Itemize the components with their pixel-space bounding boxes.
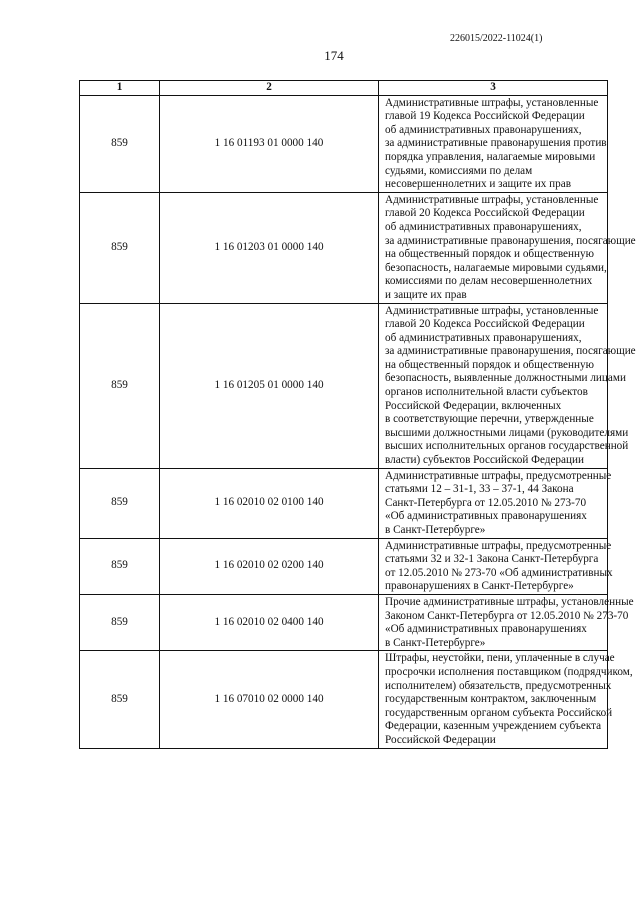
income-code-cell: 1 16 02010 02 0100 140 (160, 468, 379, 538)
description-cell (379, 538, 613, 594)
description-line: государственным контрактом, заключенным (385, 693, 597, 706)
description-line: Санкт-Петербурга от 12.05.2010 № 273-70 (385, 496, 587, 509)
table-body (80, 95, 636, 748)
description-cell (379, 95, 608, 192)
document-id: 226015/2022-11024(1) (450, 33, 543, 44)
description-line: Административные штрафы, установленные (385, 96, 599, 109)
description-line: об административных правонарушениях, (385, 331, 582, 344)
description-line: главой 19 Кодекса Российской Федерации (385, 110, 585, 123)
description-line: высших исполнительных органов государственной (385, 440, 629, 453)
description-line: исполнителем) обязательств, предусмотренных (385, 679, 612, 692)
description-line: в Санкт-Петербурге» (385, 524, 486, 536)
description-line: Административные штрафы, установленные (385, 304, 599, 317)
description-line: государственным органом субъекта Российской (385, 706, 613, 719)
description-line: «Об административных правонарушениях (385, 510, 587, 523)
table-row (80, 538, 608, 594)
header-row (80, 81, 608, 96)
description-line: органов исполнительной власти субъектов (385, 386, 588, 399)
description-line: за административные правонарушения, посягающие (385, 345, 636, 358)
income-code-cell: 1 16 01193 01 0000 140 (160, 95, 379, 192)
description-line: статьями 32 и 32-1 Закона Санкт-Петербурга (385, 553, 599, 566)
description-line: Федерации, казенным учреждением субъекта (385, 720, 602, 733)
description-line: безопасность, выявленные должностными лицами (385, 372, 626, 385)
description-line: за административные правонарушения, посягающие (385, 234, 636, 247)
admin-code-cell: 859 (80, 95, 160, 192)
description-line: власти) субъектов Российской Федерации (385, 454, 584, 467)
table-row (80, 651, 608, 748)
description-line: Российской Федерации (385, 733, 496, 746)
column-header-3: 3 (379, 81, 608, 96)
description-line: на общественный порядок и общественную (385, 248, 594, 261)
description-line: судьями, комиссиями по делам (385, 164, 533, 177)
admin-code-cell: 859 (80, 594, 160, 650)
description-line: «Об административных правонарушениях (385, 623, 587, 636)
description-line: Законом Санкт-Петербурга от 12.05.2010 № 273-70 (385, 609, 629, 622)
description-line: от 12.05.2010 № 273-70 «Об административных (385, 566, 613, 579)
description-line: и защите их прав (385, 288, 467, 301)
description-line: об административных правонарушениях, (385, 123, 582, 136)
description-cell (379, 303, 636, 468)
description-line: Прочие административные штрафы, установленные (385, 595, 634, 608)
admin-code-cell: 859 (80, 192, 160, 303)
description-line: главой 20 Кодекса Российской Федерации (385, 318, 585, 331)
income-code-cell: 1 16 02010 02 0400 140 (160, 594, 379, 650)
description-cell (379, 651, 633, 748)
description-line: Штрафы, неустойки, пени, уплаченные в случае (385, 652, 615, 665)
table-row (80, 594, 608, 650)
column-header-1: 1 (80, 81, 160, 96)
table-header (80, 81, 608, 96)
admin-code-cell: 859 (80, 468, 160, 538)
income-code-cell: 1 16 07010 02 0000 140 (160, 651, 379, 748)
income-code-cell: 1 16 02010 02 0200 140 (160, 538, 379, 594)
column-header-2: 2 (160, 81, 379, 96)
income-code-cell: 1 16 01205 01 0000 140 (160, 303, 379, 468)
description-line: главой 20 Кодекса Российской Федерации (385, 207, 585, 220)
table-row (80, 303, 608, 468)
description-line: Административные штрафы, установленные (385, 193, 599, 206)
admin-code-cell: 859 (80, 651, 160, 748)
description-line: в соответствующие перечни, утвержденные (385, 413, 594, 426)
table-row (80, 95, 608, 192)
table-row (80, 192, 608, 303)
income-code-cell: 1 16 01203 01 0000 140 (160, 192, 379, 303)
description-cell (379, 468, 612, 538)
description-line: Административные штрафы, предусмотренные (385, 539, 612, 552)
description-line: несовершеннолетних и защите их прав (385, 178, 571, 191)
table-row (80, 468, 608, 538)
description-line: высшими должностными лицами (руководителями (385, 426, 629, 439)
budget-codes-table (79, 80, 636, 749)
description-line: Административные штрафы, предусмотренные (385, 469, 612, 482)
description-line: в Санкт-Петербурге» (385, 636, 486, 649)
description-line: комиссиями по делам несовершеннолетних (385, 275, 593, 288)
description-line: статьями 12 – 31-1, 33 – 37-1, 44 Закона (385, 483, 574, 496)
description-line: об административных правонарушениях, (385, 220, 582, 233)
admin-code-cell: 859 (80, 538, 160, 594)
description-line: просрочки исполнения поставщиком (подрядчиком, (385, 665, 633, 678)
admin-code-cell: 859 (80, 303, 160, 468)
description-cell (379, 594, 634, 650)
description-line: порядка управления, налагаемые мировыми (385, 150, 596, 163)
page-number: 174 (324, 48, 344, 63)
description-line: за административные правонарушения против (385, 137, 607, 150)
description-cell (379, 192, 636, 303)
description-line: правонарушениях в Санкт-Петербурге» (385, 580, 574, 593)
description-line: Российской Федерации, включенных (385, 399, 562, 412)
description-line: безопасность, налагаемые мировыми судьями, (385, 261, 607, 274)
description-line: на общественный порядок и общественную (385, 358, 594, 371)
